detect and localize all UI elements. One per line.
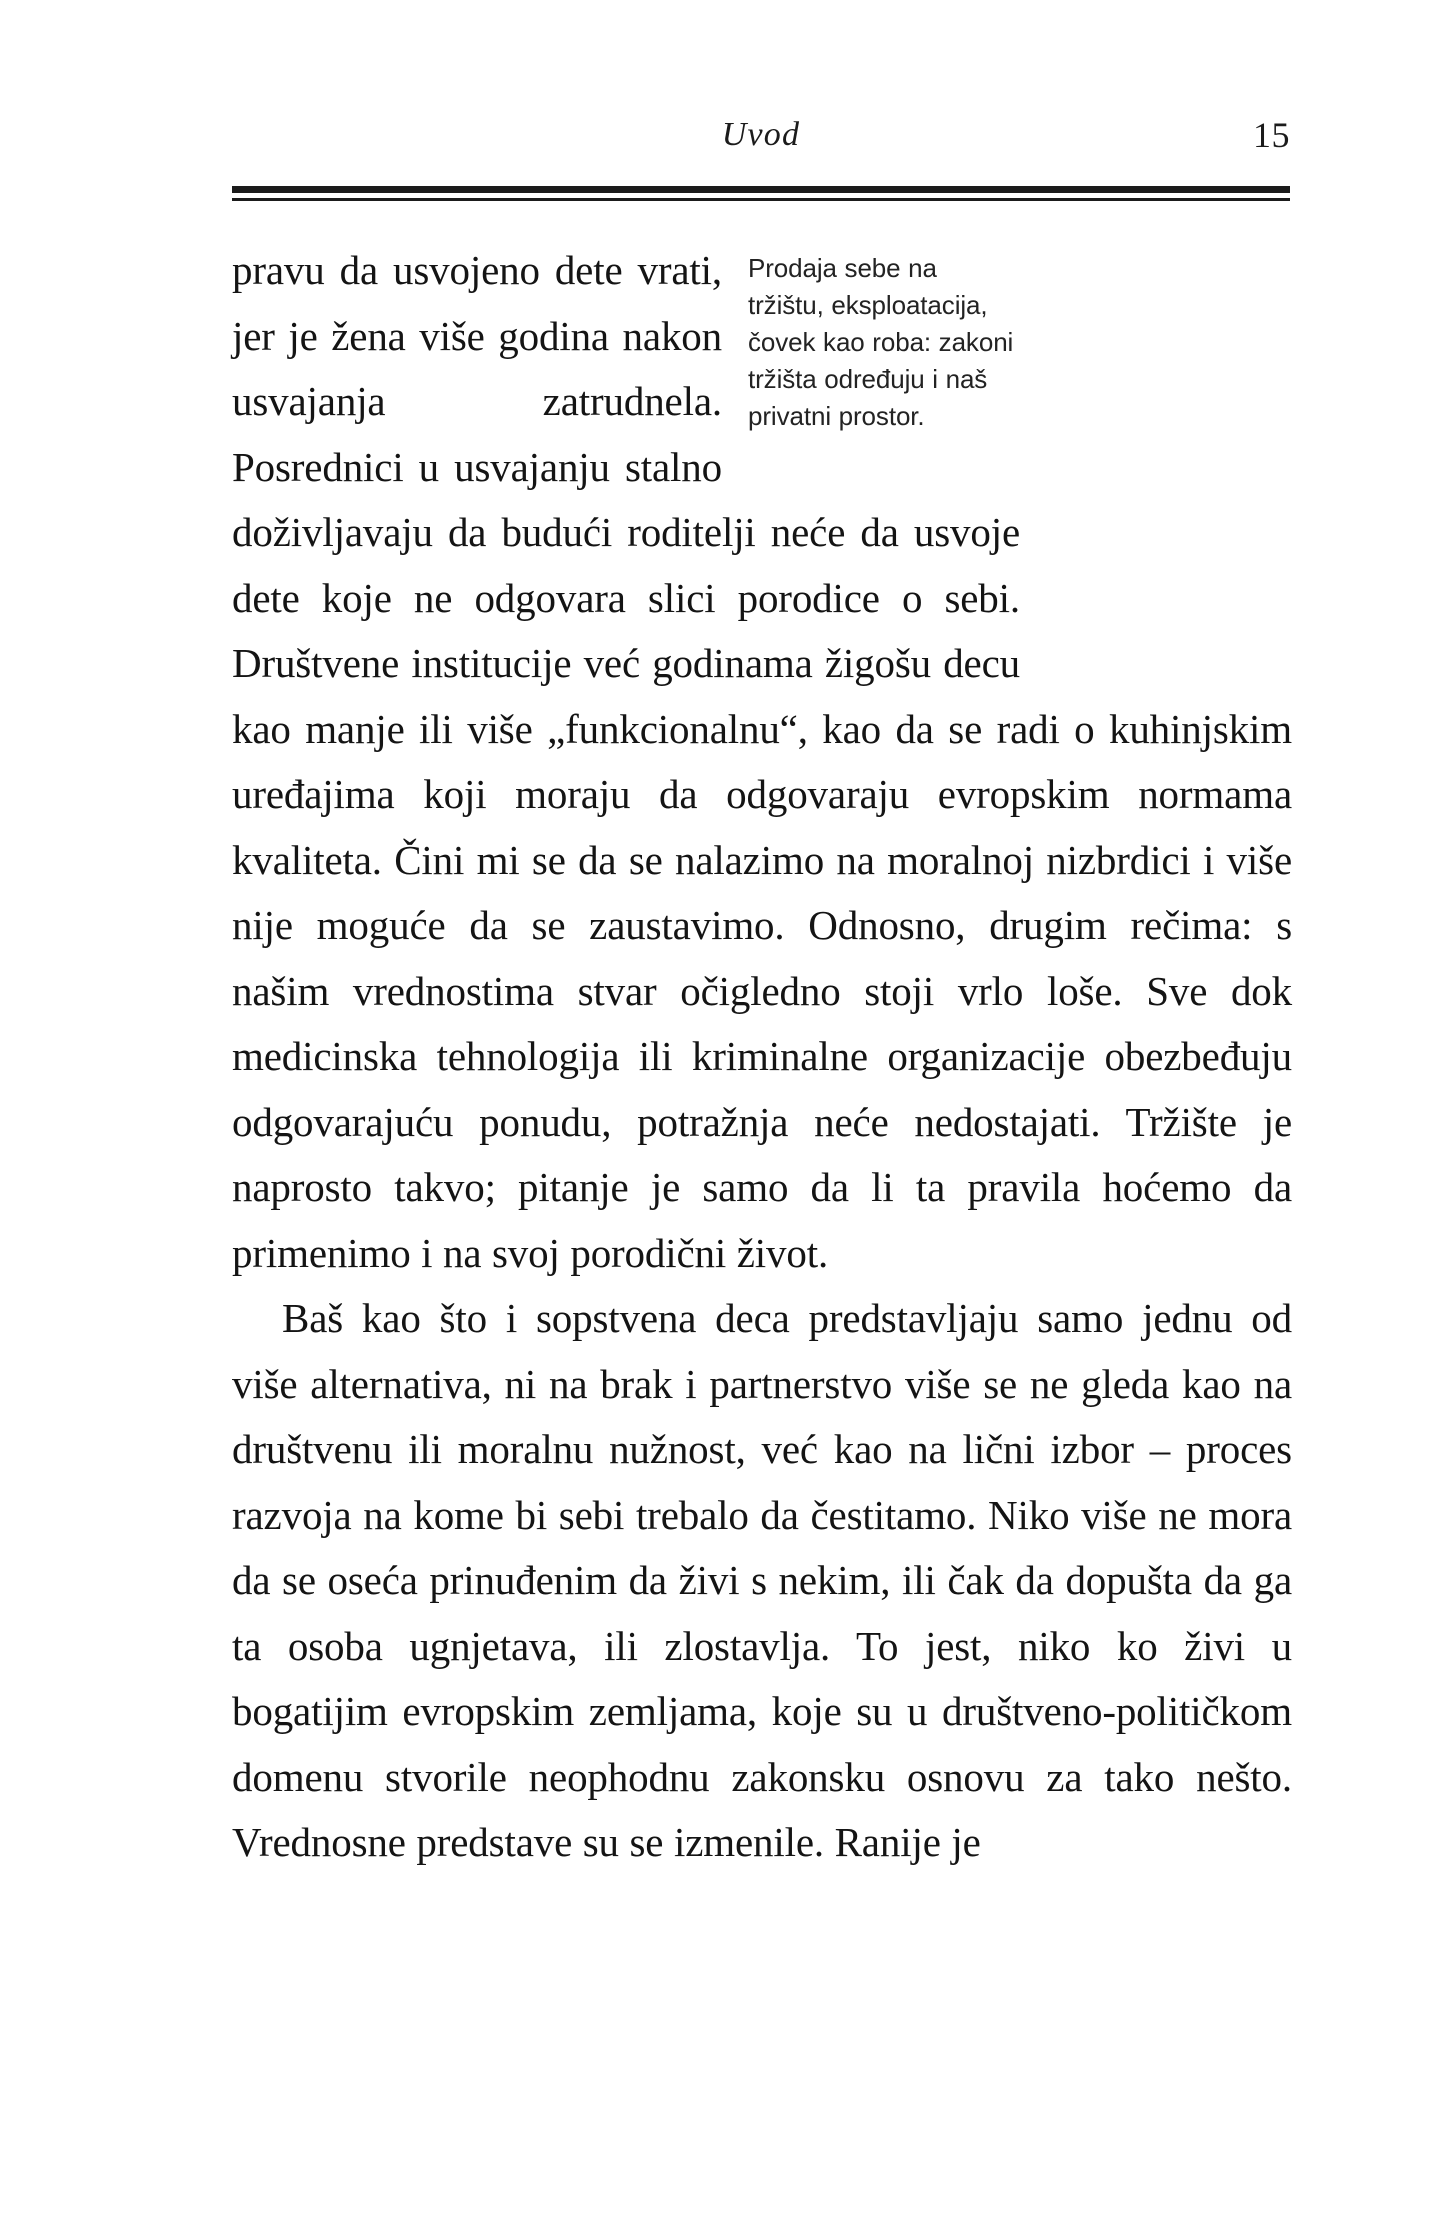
header-double-rule bbox=[232, 186, 1290, 201]
page-number: 15 bbox=[1253, 115, 1290, 155]
margin-note-line-3: čovek kao roba: zakoni bbox=[748, 327, 1014, 357]
margin-note-line-4: tržišta određuju i naš bbox=[748, 364, 988, 394]
page-header bbox=[232, 112, 1290, 178]
body-text-column bbox=[232, 238, 1292, 1876]
margin-note bbox=[748, 250, 1020, 435]
margin-note-line-5: privatni prostor. bbox=[748, 401, 925, 431]
sidenote-spacer bbox=[1020, 238, 1292, 638]
margin-note-line-1: Prodaja sebe na bbox=[748, 253, 937, 283]
margin-note-line-2: tržištu, eksploatacija, bbox=[748, 290, 988, 320]
paragraph-1-text: pravu da usvojeno dete vrati, jer je žena više godina nakon usvajanja zatrudnela. Posrednici u usvajanju stalno doživljavaju da budući roditelji neće da usvoje dete koje ne odgovara slici porodice o sebi. Društvene institucije već godinama žigošu decu kao manje ili više „funkcionalnu“, kao da se radi o kuhinjskim uređajima koji moraju da odgovaraju evropskim normama kvaliteta. Čini mi se da se nalazimo na moralnoj nizbrdici i više nije moguće da se zaustavimo. Odnosno, drugim rečima: s našim vrednostima stvar očigledno stoji vrlo loše. Sve dok medicinska tehnologija ili kriminalne organizacije obezbeđuju odgovarajuću ponudu, potražnja neće nedostajati. Tržište je naprosto takvo; pitanje je samo da li ta pravila hoćemo da primenimo i na svoj porodični život. bbox=[232, 247, 1292, 1276]
paragraph-1 bbox=[232, 238, 1292, 1286]
running-head: Uvod bbox=[721, 116, 801, 153]
paragraph-2-text: Baš kao što i sopstvena deca predstavljaju samo jednu od više alternativa, ni na brak i partnerstvo više se ne gleda kao na društvenu ili moralnu nužnost, već kao na lični izbor – proces razvoja na kome bi sebi trebalo da čestitamo. Niko više ne mora da se oseća prinuđenim da živi s nekim, ili čak da dopušta da ga ta osoba ugnjetava, ili zlostavlja. To jest, niko ko živi u bogatijim evropskim zemljama, koje su u društveno-političkom domenu stvorile neophodnu zakonsku osnovu za tako nešto. Vrednosne predstave su se izmenile. Ranije je bbox=[232, 1295, 1292, 1865]
rule-thin bbox=[232, 198, 1290, 201]
paragraph-2 bbox=[232, 1286, 1292, 1876]
rule-thick bbox=[232, 186, 1290, 193]
